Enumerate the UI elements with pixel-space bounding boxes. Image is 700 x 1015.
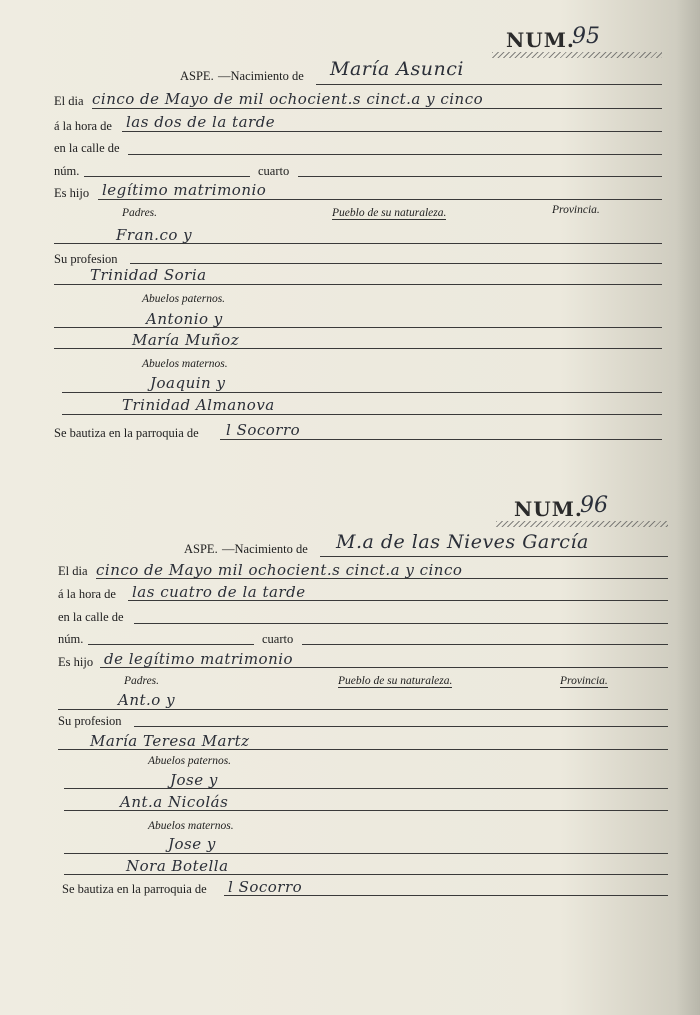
provincia-header: Provincia.: [552, 204, 600, 216]
abuela-materna-line: [64, 874, 668, 875]
dia-label: El dia: [54, 94, 84, 108]
pueblo-header: Pueblo de su naturaleza.: [338, 675, 453, 687]
birth-hour: las dos de la tarde: [126, 113, 276, 131]
dia-line: [96, 578, 668, 579]
town-label: ASPE.: [180, 69, 214, 83]
hijo-label: Es hijo: [54, 186, 90, 200]
mother: Trinidad Soria: [90, 266, 207, 284]
num-line: [88, 644, 254, 645]
cuarto-label: cuarto: [262, 632, 294, 646]
birth-day: cinco de Mayo de mil ochocient.s cinct.a y cinco: [92, 90, 484, 108]
abuelo-paterno-line: [64, 788, 668, 789]
paternal-grandfather: Jose y: [170, 771, 218, 789]
profesion-line: [134, 726, 668, 727]
hora-label: á la hora de: [58, 587, 116, 601]
calle-label: en la calle de: [54, 141, 120, 155]
calle-line: [134, 623, 668, 624]
mother: María Teresa Martz: [90, 732, 250, 750]
num-label: núm.: [54, 164, 80, 178]
padres-header: Padres.: [124, 675, 160, 687]
entry-number-label: NUM.: [514, 497, 583, 521]
abuelo-materno-line: [62, 392, 662, 393]
padre-line: [58, 709, 668, 710]
hora-label: á la hora de: [54, 119, 112, 133]
decorative-border: [496, 521, 668, 527]
parroquia-line: [224, 895, 668, 896]
parish: l Socorro: [226, 421, 301, 439]
abuelos-paternos-header: Abuelos paternos.: [142, 293, 226, 305]
cuarto-label: cuarto: [258, 164, 290, 178]
madre-line: [54, 284, 662, 285]
abuela-paterna-line: [64, 810, 668, 811]
name-line: [316, 84, 662, 85]
entry-number: 96: [580, 493, 608, 518]
padre-line: [54, 243, 662, 244]
abuelos-paternos-header: Abuelos paternos.: [148, 755, 232, 767]
hora-line: [128, 600, 668, 601]
page-fold-shadow: [676, 0, 700, 1015]
dia-label: El dia: [58, 564, 88, 578]
profesion-label: Su profesion: [58, 714, 122, 728]
hijo-line: [100, 667, 668, 668]
child-name: M.a de las Nieves García: [336, 531, 589, 553]
num-line: [84, 176, 250, 177]
filiation: de legítimo matrimonio: [104, 650, 294, 668]
abuelo-paterno-line: [54, 327, 662, 328]
decorative-border: [492, 52, 662, 58]
provincia-header: Provincia.: [560, 675, 608, 687]
bautiza-label: Se bautiza en la parroquia de: [54, 426, 199, 440]
paternal-grandmother: Ant.a Nicolás: [120, 793, 229, 811]
filiation: legítimo matrimonio: [102, 181, 267, 199]
dia-line: [92, 108, 662, 109]
abuela-materna-line: [62, 414, 662, 415]
hora-line: [122, 131, 662, 132]
paternal-grandfather: Antonio y: [146, 310, 223, 328]
abuelos-maternos-header: Abuelos maternos.: [148, 820, 234, 832]
pueblo-header: Pueblo de su naturaleza.: [332, 207, 447, 219]
profesion-line: [130, 263, 662, 264]
calle-label: en la calle de: [58, 610, 124, 624]
hijo-label: Es hijo: [58, 655, 94, 669]
birth-day: cinco de Mayo mil ochocient.s cinct.a y cinco: [96, 561, 463, 579]
paternal-grandmother: María Muñoz: [132, 331, 240, 349]
maternal-grandfather: Joaquin y: [150, 374, 226, 392]
parroquia-line: [220, 439, 662, 440]
madre-line: [58, 749, 668, 750]
birth-hour: las cuatro de la tarde: [132, 583, 306, 601]
town-label: ASPE.: [184, 542, 218, 556]
maternal-grandfather: Jose y: [168, 835, 216, 853]
father: Ant.o y: [118, 691, 176, 709]
calle-line: [128, 154, 662, 155]
nacimiento-label: —Nacimiento de: [222, 542, 308, 556]
nacimiento-label: —Nacimiento de: [218, 69, 304, 83]
child-name: María Asunci: [330, 58, 464, 80]
entry-number-label: NUM.: [506, 28, 575, 52]
maternal-grandmother: Trinidad Almanova: [122, 396, 275, 414]
bautiza-label: Se bautiza en la parroquia de: [62, 882, 207, 896]
abuela-paterna-line: [54, 348, 662, 349]
cuarto-line: [302, 644, 668, 645]
entry-number: 95: [572, 24, 600, 49]
abuelos-maternos-header: Abuelos maternos.: [142, 358, 228, 370]
name-line: [320, 556, 668, 557]
father: Fran.co y: [116, 226, 193, 244]
cuarto-line: [298, 176, 662, 177]
hijo-line: [98, 199, 662, 200]
abuelo-materno-line: [64, 853, 668, 854]
padres-header: Padres.: [122, 207, 158, 219]
maternal-grandmother: Nora Botella: [126, 857, 229, 875]
parish: l Socorro: [228, 878, 303, 896]
profesion-label: Su profesion: [54, 252, 118, 266]
num-label: núm.: [58, 632, 84, 646]
